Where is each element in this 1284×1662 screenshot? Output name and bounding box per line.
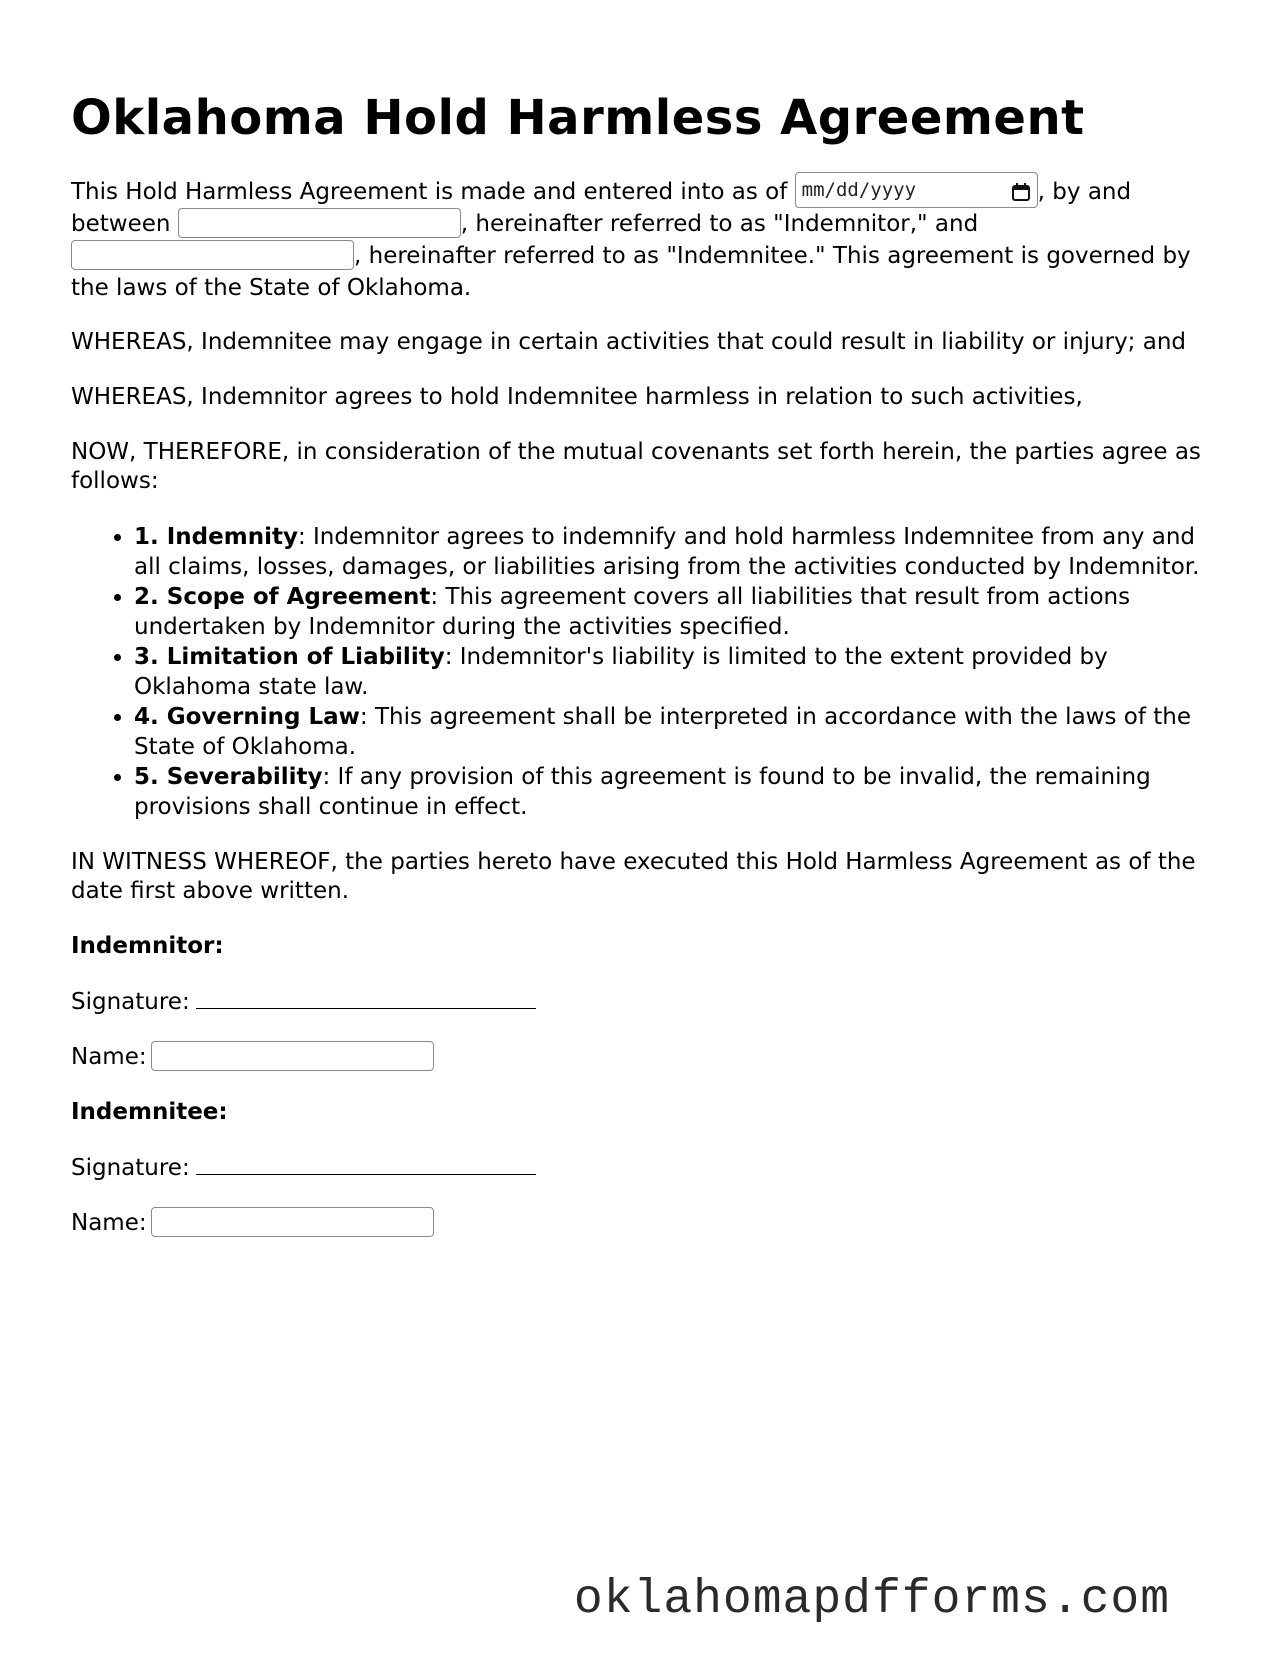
indemnitee-name-input[interactable] [71, 240, 354, 270]
date-placeholder: mm/dd/yyyy [801, 178, 917, 201]
term-text: : Indemnitor agrees to indemnify and hold harmless Indemnitee from any and all claims, losses, damages, or liabilities arising from the activities conducted by Indemnitor. [134, 524, 1200, 580]
calendar-icon[interactable] [1011, 180, 1031, 200]
list-item [134, 522, 1221, 582]
term-text: : If any provision of this agreement is found to be invalid, the remaining provisions shall continue in effect. [134, 764, 1151, 820]
intro-text-2: , by and between [71, 179, 1132, 237]
list-item [134, 582, 1221, 642]
term-text: : This agreement covers all liabilities that result from actions undertaken by Indemnitor during the activities specified. [134, 584, 1131, 640]
witness-clause: IN WITNESS WHEREOF, the parties hereto have executed this Hold Harmless Agreement as of the date first above written. [71, 849, 1196, 904]
indemnitor-name-line [71, 1043, 1221, 1072]
page-title: Oklahoma Hold Harmless Agreement [71, 90, 1085, 146]
whereas-clause-1: WHEREAS, Indemnitee may engage in certain activities that could result in liability or injury; and [71, 329, 1187, 355]
indemnitee-name-line [71, 1209, 1221, 1238]
term-heading: 3. Limitation of Liability [134, 644, 445, 670]
intro-text-3: , hereinafter referred to as "Indemnitor," and [460, 211, 979, 237]
indemnitee-signature-line [71, 1153, 1221, 1183]
term-heading: 4. Governing Law [134, 704, 360, 730]
indemnitor-name-input[interactable] [178, 208, 461, 238]
term-heading: 2. Scope of Agreement [134, 584, 431, 610]
indemnitor-signature-line [71, 987, 1221, 1017]
signature-label: Signature: [71, 989, 190, 1015]
now-therefore-clause: NOW, THEREFORE, in consideration of the mutual covenants set forth herein, the parties agree as follows: [71, 439, 1201, 494]
indemnitee-signer-name-input[interactable] [151, 1207, 434, 1237]
document-page [71, 88, 1221, 1264]
indemnitee-heading: Indemnitee: [71, 1099, 228, 1125]
site-watermark: oklahomapdfforms.com [573, 1573, 1170, 1627]
indemnitor-heading: Indemnitor: [71, 933, 224, 959]
whereas-clause-2: WHEREAS, Indemnitor agrees to hold Indemnitee harmless in relation to such activities, [71, 384, 1083, 410]
term-text: : This agreement shall be interpreted in accordance with the laws of the State of Oklahoma. [134, 704, 1191, 760]
list-item [134, 762, 1221, 822]
term-heading: 5. Severability [134, 764, 323, 790]
intro-text-1: This Hold Harmless Agreement is made and entered into as of [71, 179, 795, 205]
indemnitor-signer-name-input[interactable] [151, 1041, 434, 1071]
indemnitee-signature-rule [196, 1153, 536, 1175]
intro-text-4: , hereinafter referred to as "Indemnitee." This agreement is governed by the laws of the State of Oklahoma. [71, 243, 1191, 301]
signature-label: Signature: [71, 1155, 190, 1181]
list-item [134, 642, 1221, 702]
indemnitor-signature-rule [196, 987, 536, 1009]
term-text: : Indemnitor's liability is limited to the extent provided by Oklahoma state law. [134, 644, 1108, 700]
name-label: Name: [71, 1044, 147, 1070]
name-label: Name: [71, 1210, 147, 1236]
list-item [134, 702, 1221, 762]
agreement-date-input[interactable] [795, 172, 1038, 208]
term-heading: 1. Indemnity [134, 524, 298, 550]
intro-paragraph [71, 176, 1221, 304]
terms-list [71, 522, 1221, 822]
